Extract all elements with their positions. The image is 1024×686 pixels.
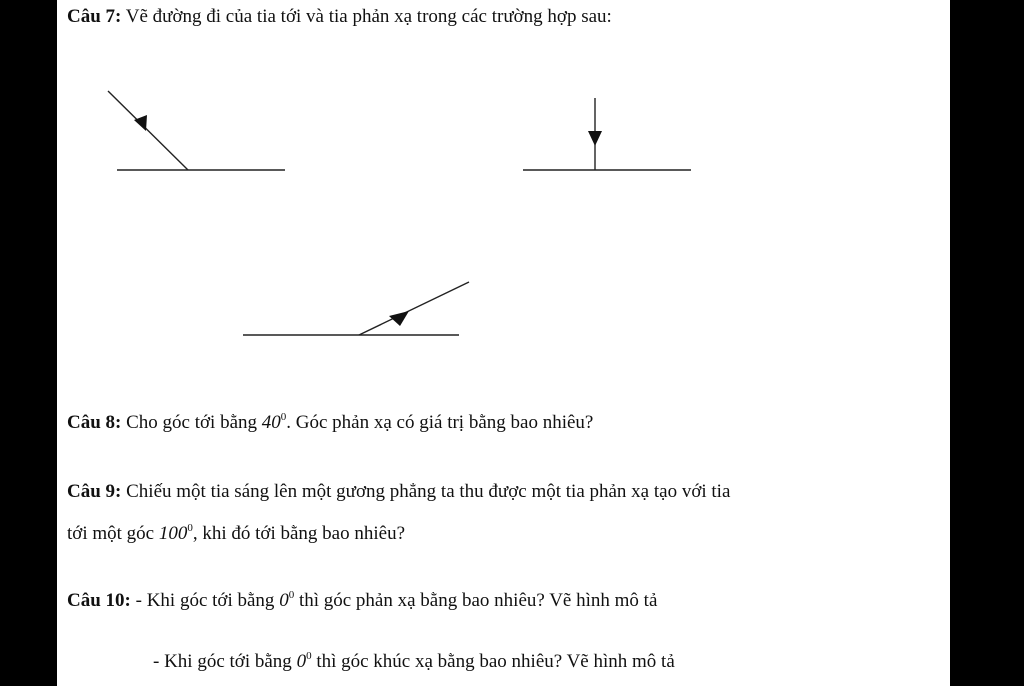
question-8-angle: 40: [261, 412, 281, 433]
question-9-line-2: [67, 523, 405, 545]
question-10-text-a: - Khi góc tới bằng: [130, 590, 280, 611]
arrowhead-3: [389, 311, 409, 326]
degree-mark: 0: [187, 522, 193, 534]
degree-mark: 0: [288, 589, 295, 601]
ray-3: [359, 282, 469, 335]
question-10-text-b: thì góc phản xạ bằng bao nhiêu? Vẽ hình mô tả: [294, 590, 658, 611]
question-9-label: Câu 9:: [67, 481, 122, 502]
question-10b-text-a: - Khi góc tới bằng: [153, 651, 297, 672]
document-page: [57, 0, 950, 686]
question-9-text-2b: , khi đó tới bằng bao nhiêu?: [192, 523, 406, 544]
question-9-angle: 100: [158, 523, 188, 544]
degree-mark: 0: [306, 650, 312, 662]
question-10b-angle: 0: [296, 651, 307, 672]
degree-mark: 0: [280, 411, 287, 423]
question-8-text-b: . Góc phản xạ có giá trị bằng bao nhiêu?: [286, 412, 594, 433]
question-8-text-a: Cho góc tới bằng: [121, 412, 262, 433]
diagram-grazing-ray: [57, 0, 950, 400]
question-8-label: Câu 8:: [67, 412, 122, 433]
question-10-angle: 0: [279, 590, 289, 611]
question-9-line-1: [67, 481, 730, 503]
question-8: [67, 412, 593, 434]
question-10: [67, 590, 657, 612]
question-10-label: Câu 10:: [67, 590, 131, 611]
question-9-text-1: Chiếu một tia sáng lên một gương phẳng ta thu được một tia phản xạ tạo với tia: [121, 481, 731, 502]
question-10-part-2: [153, 651, 675, 673]
question-9-text-2a: tới một góc: [67, 523, 159, 544]
question-7-text: Vẽ đường đi của tia tới và tia phản xạ trong các trường hợp sau:: [121, 6, 612, 27]
question-10b-text-b: thì góc khúc xạ bằng bao nhiêu? Vẽ hình mô tả: [311, 651, 675, 672]
question-7-label: Câu 7:: [67, 6, 122, 27]
